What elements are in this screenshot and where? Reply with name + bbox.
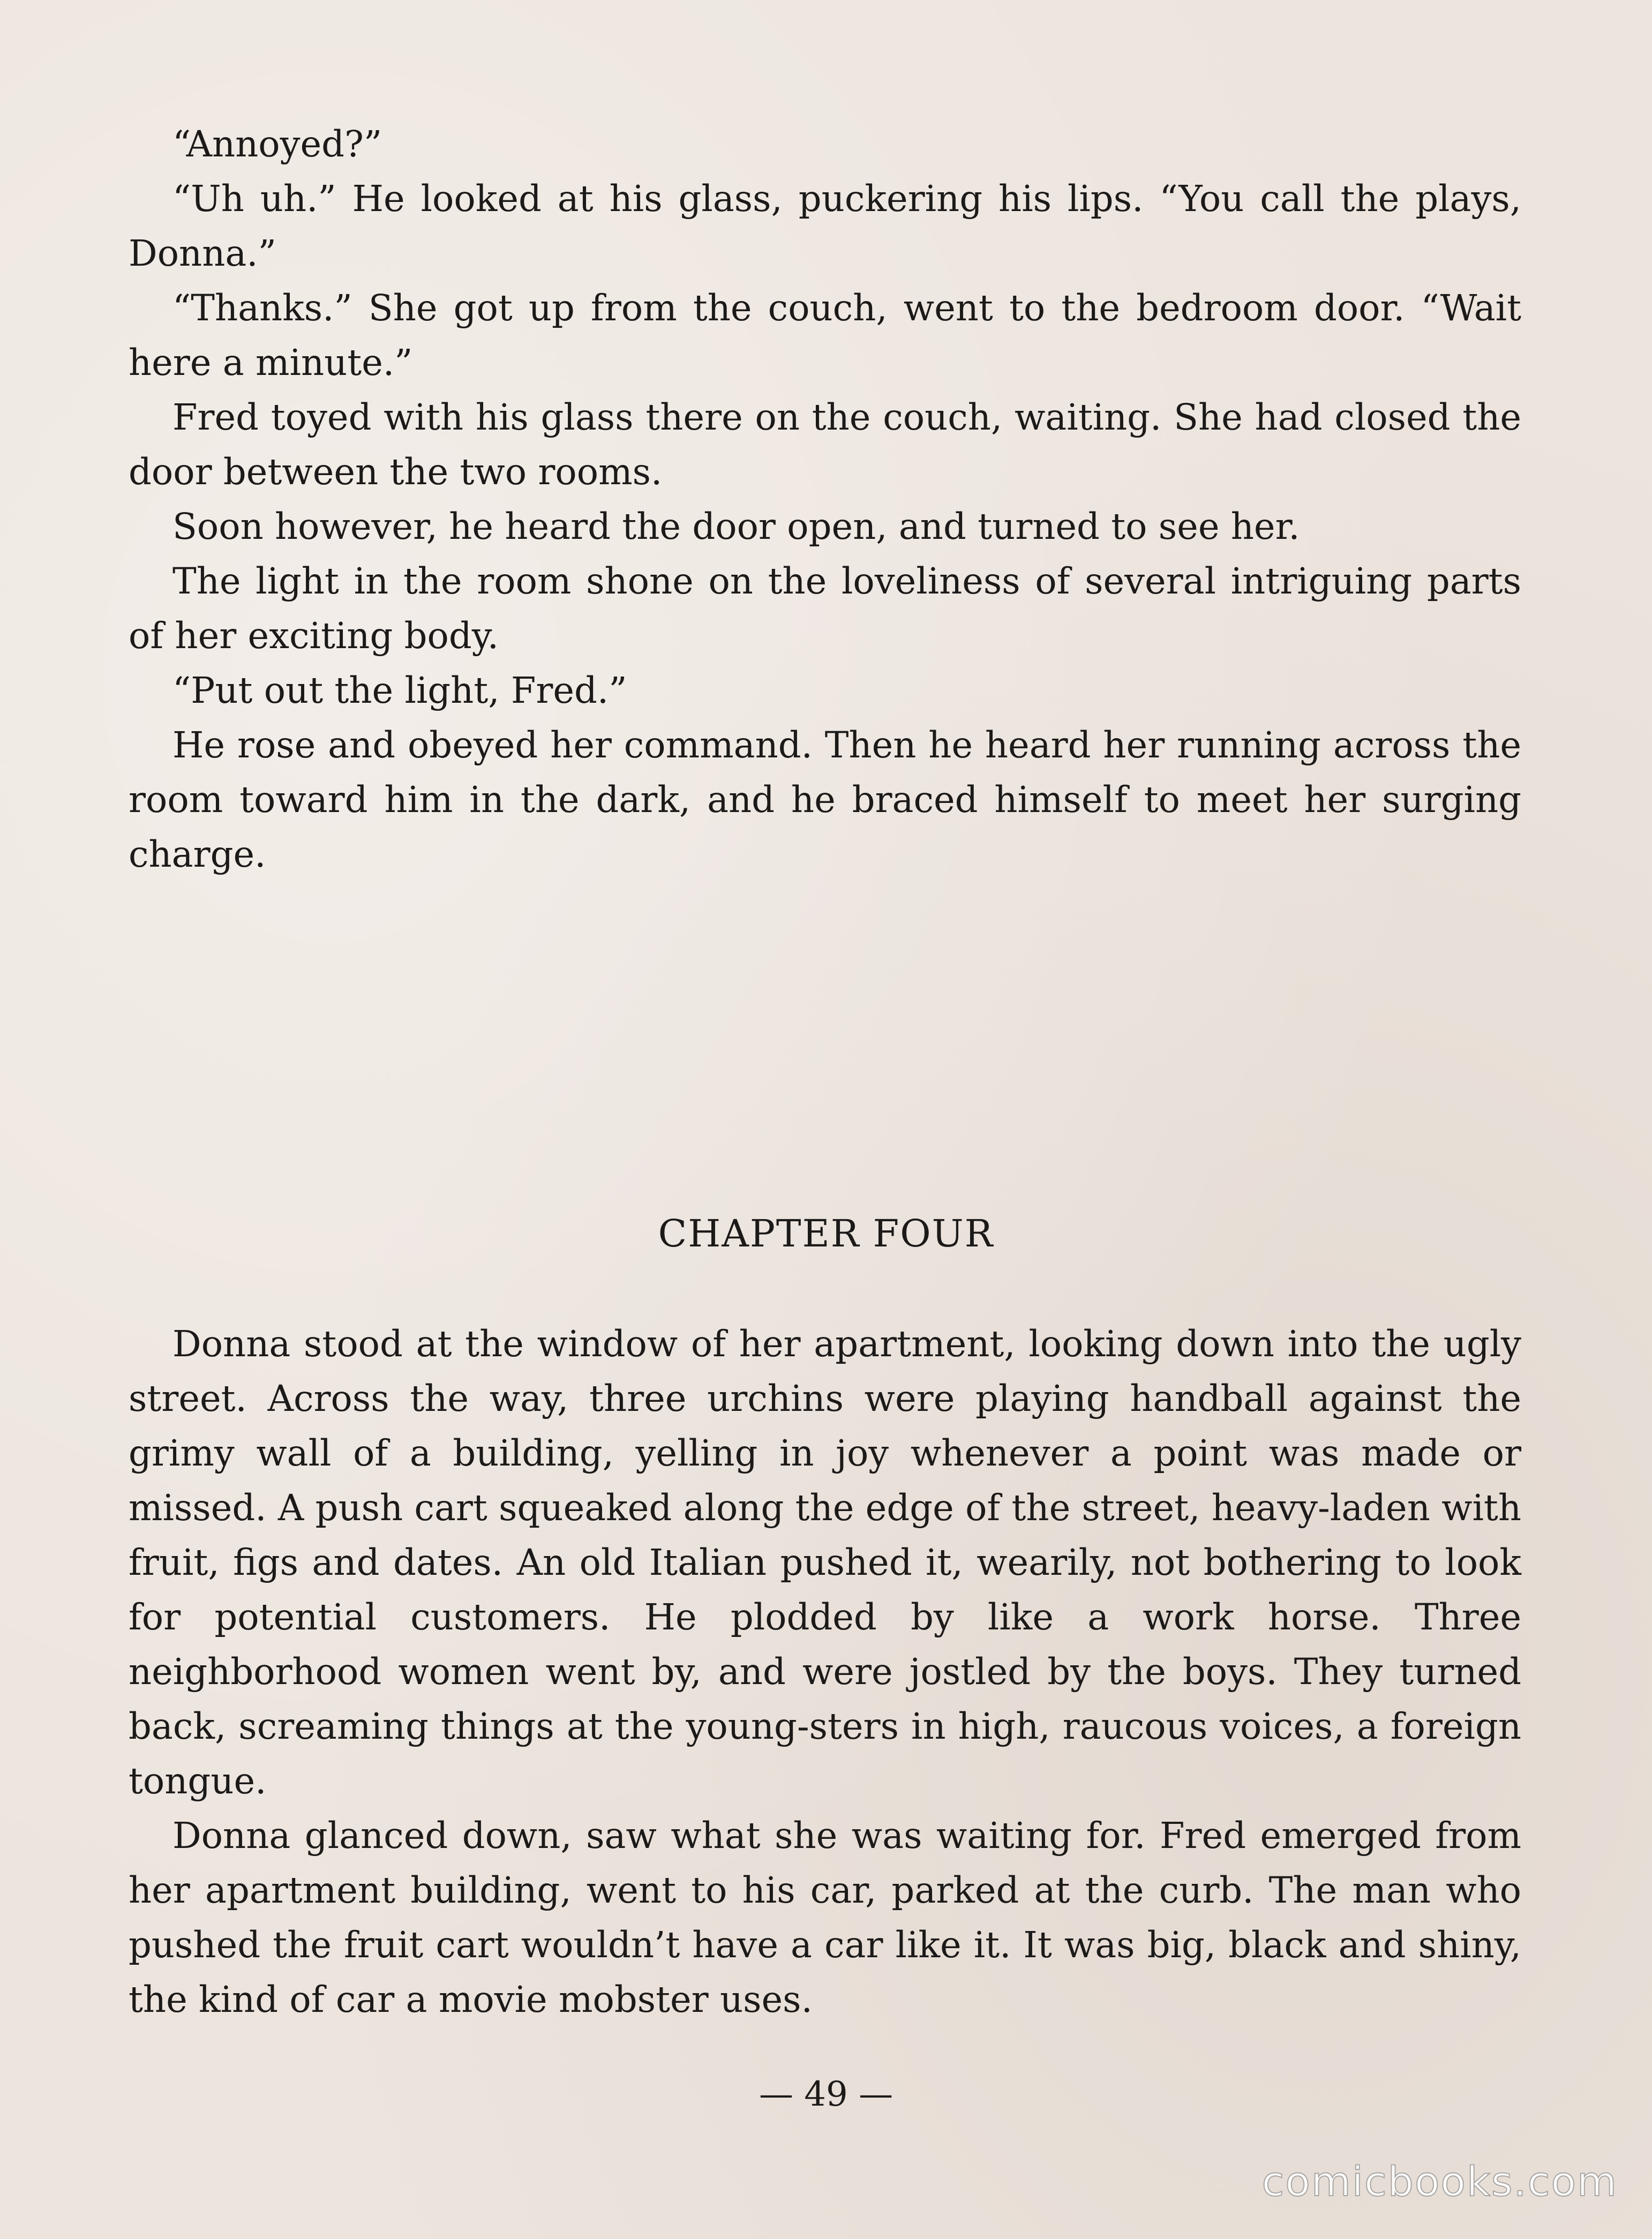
watermark-text: comicbooks.com bbox=[1261, 2158, 1618, 2205]
paragraph: “Thanks.” She got up from the couch, went to the bedroom door. “Wait here a minute.” bbox=[129, 287, 1521, 384]
paragraph: He rose and obeyed her command. Then he heard her running across the room toward him in the dark, and he braced himself to meet her surging charge. bbox=[129, 724, 1521, 875]
paragraph: “Put out the light, Fred.” bbox=[172, 670, 627, 711]
top-text-block bbox=[129, 117, 1521, 882]
chapter-heading: CHAPTER FOUR bbox=[658, 1212, 994, 1256]
page-number: — 49 — bbox=[759, 2075, 893, 2114]
paragraph: The light in the room shone on the loveliness of several intriguing parts of her exciting body. bbox=[129, 560, 1521, 657]
paragraph: “Uh uh.” He looked at his glass, puckering his lips. “You call the plays, Donna.” bbox=[129, 178, 1521, 274]
paragraph: Fred toyed with his glass there on the couch, waiting. She had closed the door between the two rooms. bbox=[129, 396, 1521, 493]
paragraph: Soon however, he heard the door open, and turned to see her. bbox=[172, 506, 1300, 547]
paragraph: “Annoyed?” bbox=[172, 123, 382, 165]
bottom-text-block bbox=[129, 1317, 1521, 2027]
paragraph: Donna stood at the window of her apartment, looking down into the ugly street. Across the way, three urchins were playing handball against the grimy wall of a building, yelling in joy whenever a point was made or missed. A push cart squeaked along the edge of the street, heavy-laden with fruit, figs and dates. An old Italian pushed it, wearily, not bothering to look for potential customers. He plodded by like a work horse. Three neighborhood women went by, and were jostled by the boys. They turned back, screaming things at the young-sters in high, raucous voices, a foreign tongue. bbox=[129, 1323, 1521, 1802]
paragraph: Donna glanced down, saw what she was waiting for. Fred emerged from her apartment building, went to his car, parked at the curb. The man who pushed the fruit cart wouldn’t have a car like it. It was big, black and shiny, the kind of car a movie mobster uses. bbox=[129, 1815, 1521, 2020]
